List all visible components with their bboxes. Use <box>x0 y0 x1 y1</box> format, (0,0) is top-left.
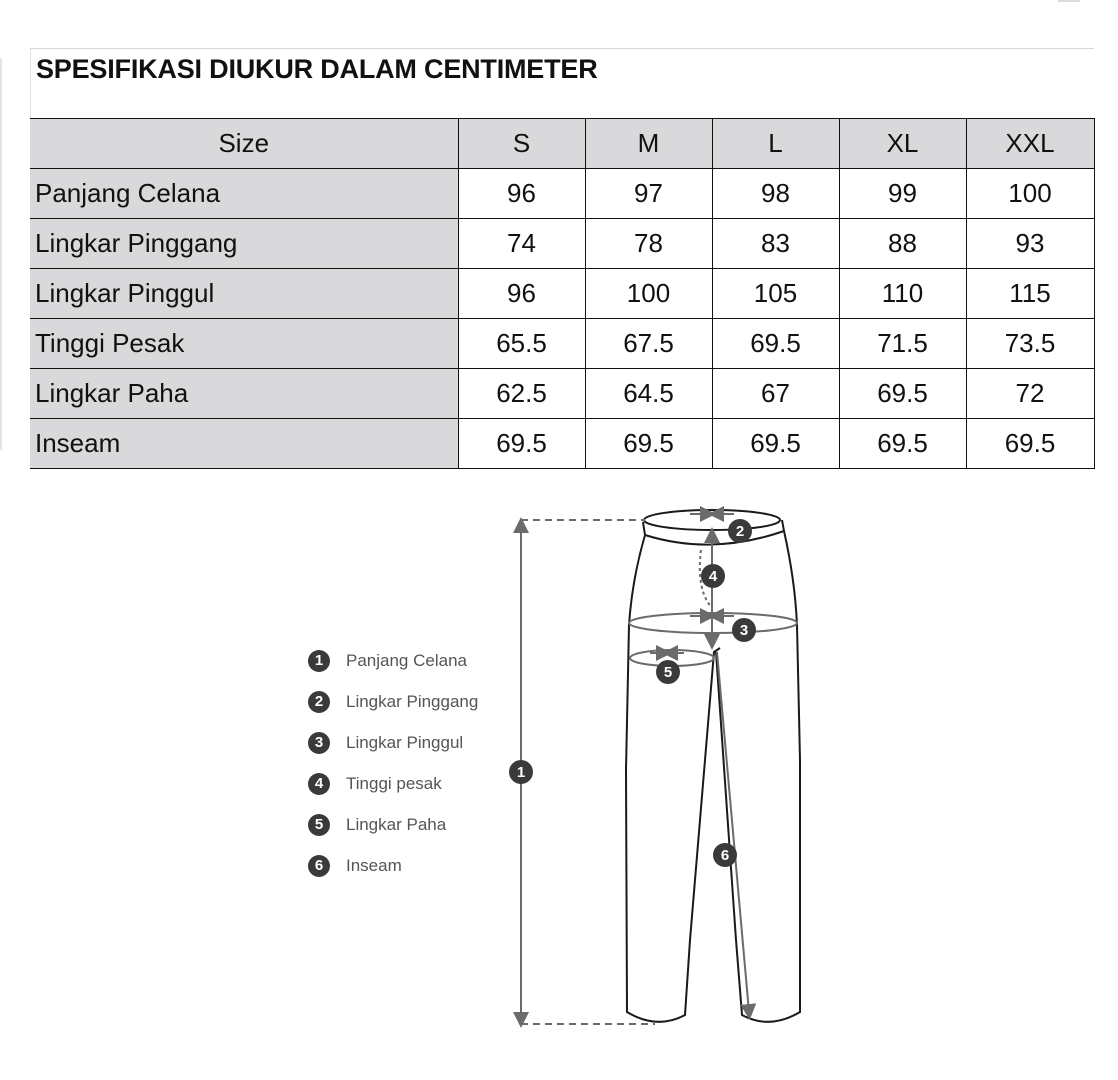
cell-value: 67.5 <box>585 319 712 369</box>
number-badge-icon: 3 <box>308 732 330 754</box>
svg-text:5: 5 <box>663 664 673 681</box>
row-label: Inseam <box>30 419 458 469</box>
cell-value: 74 <box>458 219 585 269</box>
marker-4-icon <box>701 564 725 588</box>
row-label: Lingkar Pinggul <box>30 269 458 319</box>
header-l: L <box>712 119 839 169</box>
cell-value: 110 <box>839 269 966 319</box>
legend-label: Lingkar Pinggul <box>346 732 464 752</box>
header-xxl: XXL <box>966 119 1094 169</box>
cell-value: 93 <box>966 219 1094 269</box>
cell-value: 69.5 <box>839 419 966 469</box>
cell-value: 62.5 <box>458 369 585 419</box>
cell-value: 69.5 <box>839 369 966 419</box>
cell-value: 73.5 <box>966 319 1094 369</box>
number-badge-icon: 2 <box>308 691 330 713</box>
svg-text:1: 1 <box>516 764 526 781</box>
row-label: Panjang Celana <box>30 169 458 219</box>
marker-3-icon <box>732 618 756 642</box>
cell-value: 72 <box>966 369 1094 419</box>
svg-text:6: 6 <box>720 847 730 864</box>
cell-value: 78 <box>585 219 712 269</box>
row-label: Lingkar Pinggang <box>30 219 458 269</box>
header-xl: XL <box>839 119 966 169</box>
header-s: S <box>458 119 585 169</box>
cell-value: 115 <box>966 269 1094 319</box>
cell-value: 96 <box>458 269 585 319</box>
cell-value: 69.5 <box>712 419 839 469</box>
svg-text:2: 2 <box>735 523 745 540</box>
legend-label: Inseam <box>346 855 402 875</box>
legend-label: Tinggi pesak <box>346 773 442 793</box>
cell-value: 83 <box>712 219 839 269</box>
number-badge-icon: 4 <box>308 773 330 795</box>
marker-5-icon <box>656 660 680 684</box>
svg-text:3: 3 <box>739 622 749 639</box>
number-badge-icon: 5 <box>308 814 330 836</box>
cell-value: 105 <box>712 269 839 319</box>
header-m: M <box>585 119 712 169</box>
header-size: Size <box>30 119 458 169</box>
legend-label: Lingkar Pinggang <box>346 691 479 711</box>
cell-value: 69.5 <box>966 419 1094 469</box>
row-label: Lingkar Paha <box>30 369 458 419</box>
cell-value: 67 <box>712 369 839 419</box>
cell-value: 98 <box>712 169 839 219</box>
cell-value: 69.5 <box>458 419 585 469</box>
row-label: Tinggi Pesak <box>30 319 458 369</box>
svg-text:4: 4 <box>708 568 718 585</box>
cell-value: 100 <box>966 169 1094 219</box>
cell-value: 69.5 <box>712 319 839 369</box>
page-title: SPESIFIKASI DIUKUR DALAM CENTIMETER <box>36 54 598 84</box>
legend-label: Panjang Celana <box>346 650 467 670</box>
cell-value: 64.5 <box>585 369 712 419</box>
cell-value: 99 <box>839 169 966 219</box>
marker-1-icon <box>509 760 533 784</box>
cell-value: 65.5 <box>458 319 585 369</box>
cell-value: 88 <box>839 219 966 269</box>
cell-value: 69.5 <box>585 419 712 469</box>
cell-value: 100 <box>585 269 712 319</box>
legend-label: Lingkar Paha <box>346 814 447 834</box>
cell-value: 97 <box>585 169 712 219</box>
cell-value: 96 <box>458 169 585 219</box>
marker-2-icon <box>728 519 752 543</box>
number-badge-icon: 1 <box>308 650 330 672</box>
number-badge-icon: 6 <box>308 855 330 877</box>
marker-6-icon <box>713 843 737 867</box>
cell-value: 71.5 <box>839 319 966 369</box>
